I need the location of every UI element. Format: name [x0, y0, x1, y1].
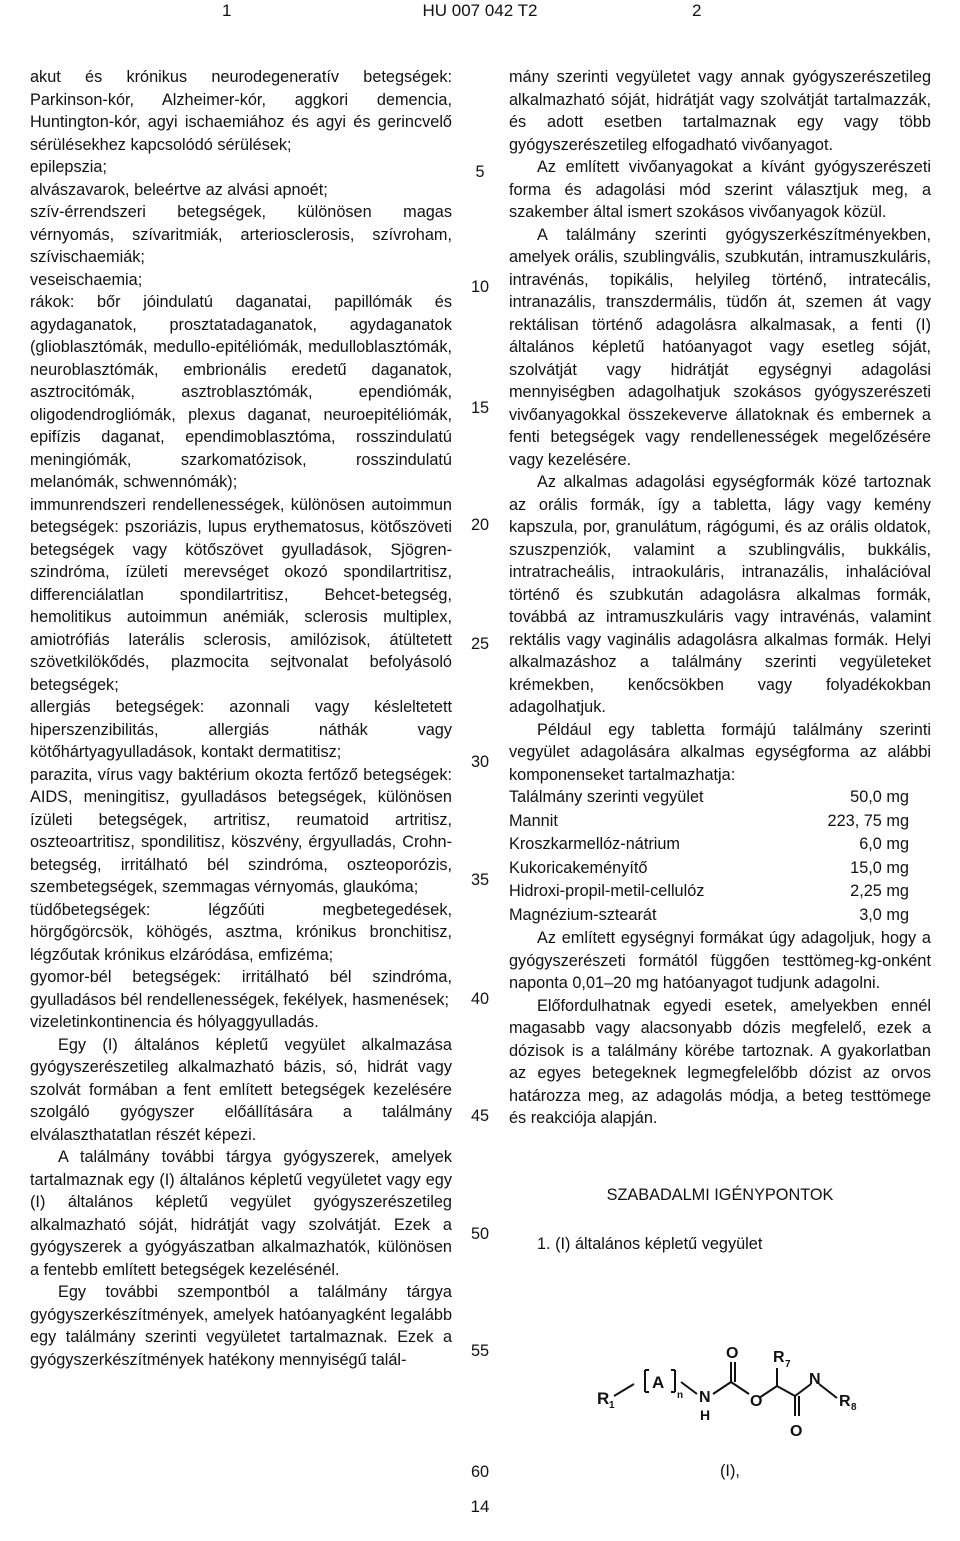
table-row: [509, 880, 909, 904]
claims-title: SZABADALMI IGÉNYPONTOK: [606, 1185, 834, 1204]
formula-r1: R: [597, 1389, 610, 1408]
formula-bonds: [614, 1362, 837, 1416]
line-number: 25: [470, 635, 490, 653]
line-number: 60: [470, 1463, 490, 1481]
claim-1: 1. (I) általános képletű vegyület: [537, 1235, 763, 1253]
formula-r7: R: [773, 1349, 785, 1366]
document-id: HU 007 042 T2: [422, 1, 538, 20]
left-column: [30, 66, 452, 1371]
formula-label: (I),: [720, 1462, 740, 1480]
line-number: 50: [470, 1225, 490, 1243]
body-paragraph: mány szerinti vegyületet vagy annak gyógyszerészetileg alkalmazható sóját, hidrátját vagy szolvátját tartalmazzák, és adott esetben tartalmaznak egy vagy több gyógyszerészetileg elfogadható vivőanyagot.: [509, 68, 931, 154]
table-row: [509, 786, 909, 810]
body-paragraph: Az említett egységnyi formákat úgy adagoljuk, hogy a gyógyszerészeti formától függően testtömeg-kg-onként naponta 0,01–20 mg hatóanyagot tudjunk adagolni.: [509, 929, 931, 992]
formula-r8: R: [839, 1393, 851, 1410]
disease-item: gyomor-bél betegségek: irritálható bél szindróma, gyulladásos bél rendellenességek, fekélyek, hasmenések;: [30, 968, 452, 1009]
formula-a: A: [652, 1373, 665, 1392]
line-number: 40: [470, 990, 490, 1008]
disease-item: immunrendszeri rendellenességek, különösen autoimmun betegségek: pszoriázis, lupus erythematosus, kötőszöveti betegségek vagy kötőszövet gyulladások, Sjögren-szindróma, ízületi merevséget okozó spondilartritisz, differenciálatlan spondilartritisz, Behcet-betegség, hemolitikus autoimmun anémiák, sclerosis multiplex, amiotrófiás laterális sclerosis, amilózisok, átültetett szövetkilökődés, plazmocita sejtvonalat befolyásoló betegségek;: [30, 495, 452, 694]
ingredient-name: Kroszkarmellóz-nátrium: [509, 835, 680, 853]
disease-item: epilepszia;: [30, 158, 107, 176]
table-row: [509, 833, 909, 857]
ingredient-amount: 223, 75 mg: [827, 811, 909, 830]
formula-r1-sub: 1: [609, 1400, 615, 1411]
body-paragraph: Egy további szempontból a találmány tárgya gyógyszerkészítmények, amelyek hatóanyagként legalább egy találmány szerinti vegyületet tartalmaznak. Ezek a gyógyszerkészítmények hatékony mennyiségű talál-: [30, 1283, 452, 1369]
ingredient-amount: 50,0 mg: [850, 788, 909, 806]
disease-item: szív-érrendszeri betegségek, különösen magas vérnyomás, szívaritmiák, arteriosclerosis, szívroham, szívischaemiák;: [30, 203, 452, 266]
disease-item: allergiás betegségek: azonnali vagy késleltetett hiperszenzibilitás, allergiás náthák vagy kötőhártyagyulladások, kontakt dermatitisz;: [30, 698, 452, 761]
table-row: [509, 904, 909, 928]
formula-o-ester: O: [750, 1393, 763, 1410]
table-row: [509, 810, 909, 834]
ingredient-amount: 15,0 mg: [850, 858, 909, 877]
body-paragraph: Például egy tabletta formájú találmány szerinti vegyület adagolására alkalmas egységforma az alábbi komponenseket tartalmazhatja:: [509, 720, 931, 784]
ingredient-name: Hidroxi-propil-metil-cellulóz: [509, 882, 705, 900]
ingredient-name: Mannit: [509, 811, 558, 830]
line-number: 45: [470, 1107, 490, 1125]
disease-item: veseischaemia;: [30, 270, 143, 289]
line-number: 35: [470, 871, 490, 889]
ingredient-amount: 2,25 mg: [850, 882, 909, 900]
body-paragraph: A találmány szerinti gyógyszerkészítményekben, amelyek orális, szublingvális, szubkután, intramuszkuláris, intravénás, topikális, helyileg történő, intratecális, intranazális, transzdermális, tüdőn át, szemen át vagy rektálisan történő adagolásra alkalmasak, a fenti (I) általános képletű hatóanyagot vagy esetleg sóját, szolvátját vagy hidrátját egységnyi adagolási mennyiségben adagolhatjuk szokásos gyógyszerészeti vivőanyagokkal összekeverve állatoknak és embernek a fenti betegségek vagy rendellenességek megelőzésére vagy kezelésére.: [509, 225, 931, 469]
line-number: 20: [470, 516, 490, 534]
left-page-number: 1: [222, 1, 232, 20]
formula-r7-sub: 7: [785, 1359, 791, 1370]
disease-item: akut és krónikus neurodegeneratív betegségek: Parkinson-kór, Alzheimer-kór, aggkori demencia, Huntington-kór, agyi ischaemiához és agyi és gerincvelő sérülésekhez kapcsolódó sérülések;: [30, 68, 452, 154]
formula-n-index: n: [677, 1390, 684, 1401]
ingredient-name: Kukoricakeményítő: [509, 858, 648, 877]
body-paragraph: Egy (I) általános képletű vegyület alkalmazása gyógyszerészetileg alkalmazható bázis, só, hidrát vagy szolvát formában a fent említett betegségek kezelésére szolgáló gyógyszer előállítására a találmány elválaszthatatlan részét képezi.: [30, 1035, 452, 1144]
body-paragraph: Előfordulhatnak egyedi esetek, amelyekben ennél magasabb vagy alacsonyabb dózis megfelelő, ezek a dózisok is a találmány körébe tartoznak. A gyakorlatban az egyes betegeknek legmegfelelőbb dózist az orvos határozza meg, az adagolás módja, a beteg testtömege és reakciója alapján.: [509, 996, 931, 1127]
body-paragraph: Az alkalmas adagolási egységformák közé tartoznak az orális formák, így a tabletta, lágy vagy kemény kapszula, por, granulátum, rágógumi, és az orális oldatok, szuszpenziók, valamint a szublingvális, bukkális, intratracheális, intraokuláris, intranazális, inhalációval történő és szubkután adagolásra alkalmas formák, továbbá az intramuszkuláris vagy intravénás, valamint rektális vagy vaginális adagolásra alkalmas formák. Helyi alkalmazáshoz a találmány szerinti vegyületeket krémekben, kenőcsökben vagy folyadékokban adagolhatjuk.: [509, 473, 931, 716]
line-number: 15: [470, 399, 490, 417]
body-paragraph: Az említett vivőanyagokat a kívánt gyógyszerészeti forma és adagolási mód szerint választjuk meg, a szakember által ismert szokásos vivőanyagok közül.: [509, 158, 931, 221]
disease-item: parazita, vírus vagy baktérium okozta fertőző betegségek: AIDS, meningitisz, gyulladásos betegségek, különösen ízületi betegségek, artritisz, reumatoid artritisz, oszteoartritisz, spondilitisz, köszvény, érgyulladás, Crohn-betegség, irritálható bél szindróma, oszteoporózis, szembetegségek, szemmagas vérnyomás, glaukóma;: [30, 765, 452, 896]
right-page-number: 2: [692, 1, 702, 20]
composition-table: [509, 786, 909, 927]
formula-n1: N: [699, 1389, 711, 1406]
disease-item: vizeletinkontinencia és hólyaggyulladás.: [30, 1013, 319, 1031]
formula-h: H: [700, 1407, 711, 1423]
body-paragraph: A találmány további tárgya gyógyszerek, amelyek tartalmaznak egy (I) általános képletű vegyületet vagy egy (I) általános képletű vegyület gyógyszerészetileg alkalmazható sóját, hidrátját vagy szolvátját. Ezek a gyógyszerek a gyógyászatban alkalmazhatók, különösen a fentebb említett betegségek kezelésénél.: [30, 1148, 452, 1279]
line-number: 30: [470, 753, 490, 771]
line-number: 5: [475, 163, 485, 181]
formula-n2: N: [809, 1371, 821, 1388]
disease-item: alvászavarok, beleértve az alvási apnoét;: [30, 180, 328, 199]
formula-o-carbonyl1: O: [726, 1345, 739, 1362]
ingredient-name: Magnézium-sztearát: [509, 905, 657, 924]
ingredient-name: Találmány szerinti vegyület: [509, 788, 704, 806]
footer-page-number: 14: [470, 1497, 490, 1516]
ingredient-amount: 6,0 mg: [859, 835, 909, 853]
line-number: 10: [470, 278, 490, 296]
disease-item: rákok: bőr jóindulatú daganatai, papillómák és agydaganatok, prosztatadaganatok, agydaganatok (glioblasztómák, medullo-epitéliómák, medulloblasztómák, neuroblasztómák, embrionális eredetű daganatok, asztrocitómák, asztroblasztómák, ependiómák, oligodendrogliómák, plexus daganat, neuroepitéliómák, epifízis daganat, ependimoblasztóma, rosszindulatú meningiómák, szarkomatózisok, rosszindulatú melanómák, schwennómák);: [30, 293, 452, 491]
page-header: [0, 0, 960, 22]
formula-o-carbonyl2: O: [790, 1423, 803, 1440]
formula-r8-sub: 8: [851, 1402, 857, 1413]
chemical-formula: [589, 1340, 889, 1450]
ingredient-amount: 3,0 mg: [859, 905, 909, 924]
table-row: [509, 857, 909, 881]
disease-item: tüdőbetegségek: légzőúti megbetegedések, hörgőgörcsök, köhögés, asztma, krónikus bronchitisz, légzőutak krónikus elzáródása, emfizéma;: [30, 900, 452, 964]
line-number: 55: [470, 1342, 490, 1360]
right-column: [509, 66, 931, 1256]
